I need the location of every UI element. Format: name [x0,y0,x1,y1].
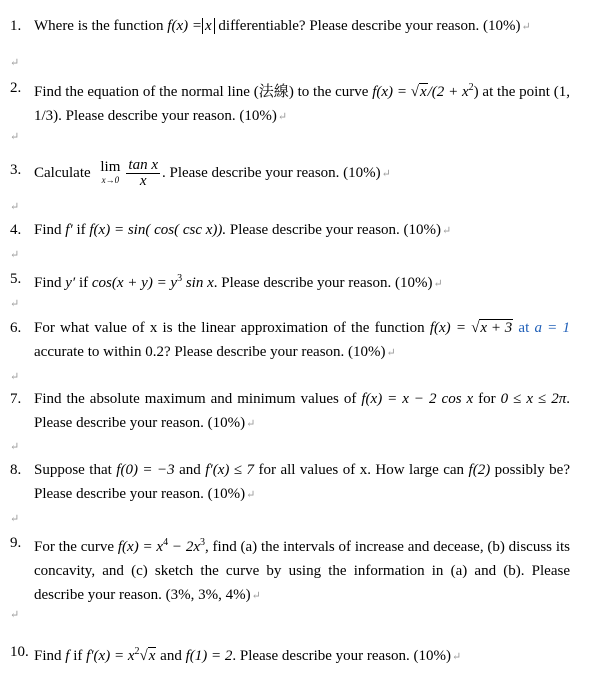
paragraph-mark: ↵ [10,441,20,453]
question-text: Calculate lim x→0 $\frac{\text{tan x}}{x}$ . Please describe your reason. (10%)↵ [34,157,391,189]
question-number: 10. [10,644,29,660]
question-text: Find the equation of the normal line (法線) to the curve $f(x) = √x/(2 + x^2)$ at the point (1, 1/3). Please describe your reason. (10%)↵ [34,82,570,124]
paragraph-mark: ↵ [10,298,20,310]
question-text: For the curve $f(x) = x^4 - 2x^3$, find (a) the intervals of increase and decease, (b) discuss its concavity, and (c) sketch the curve by using the information in (a) and (b). Please describe your reason. (3%, 3%, 4%)↵ [34,537,570,603]
question-text: Where is the function f(x) = x differentiable? Please describe your reason. (10%)↵ [34,18,531,34]
question-number: 2. [10,80,22,96]
paragraph-mark: ↵ [10,609,20,621]
question-1 [10,14,570,39]
paragraph-mark: ↵ [10,131,20,143]
question-number: 8. [10,462,22,478]
question-number: 5. [10,271,22,287]
paragraph-mark: ↵ [10,201,20,213]
question-8 [10,458,570,507]
question-number: 4. [10,222,22,238]
paragraph-mark: ↵ [10,371,20,383]
paragraph-mark: ↵ [10,57,20,69]
question-10 [10,640,570,669]
question-text: Find f′ if f(x) = sin( cos( csc x)). Please describe your reason. (10%)↵ [34,222,452,238]
question-text: For what value of x is the linear approximation of the function f(x) = √x + 3 at a = 1 accurate to within 0.2? Please describe your reason. (10%)↵ [34,320,571,360]
question-6 [10,316,570,365]
question-3 [10,158,570,189]
question-text: Find the absolute maximum and minimum values of f(x) = x − 2 cos x for 0 ≤ x ≤ 2π. Please describe your reason. (10%)↵ [34,391,570,431]
question-text: Find y′ if $\cos(x + y) = y^3$ sin x. Please describe your reason. (10%)↵ [34,273,443,291]
question-text: Find f if $f'(x) = x^2√x$ and f(1) = 2. Please describe your reason. (10%)↵ [34,646,462,664]
question-number: 3. [10,162,22,178]
paragraph-mark: ↵ [10,249,20,261]
question-5 [10,267,570,296]
question-2 [10,76,570,129]
question-number: 6. [10,320,22,336]
question-9 [10,531,570,608]
paragraph-mark: ↵ [10,513,20,525]
question-number: 1. [10,18,22,34]
question-text: Suppose that f(0) = −3 and f′(x) ≤ 7 for all values of x. How large can f(2) possibly be? Please describe your reason. (10%)↵ [34,462,570,502]
question-number: 7. [10,391,22,407]
question-4 [10,218,570,243]
question-7 [10,387,570,436]
question-number: 9. [10,535,22,551]
